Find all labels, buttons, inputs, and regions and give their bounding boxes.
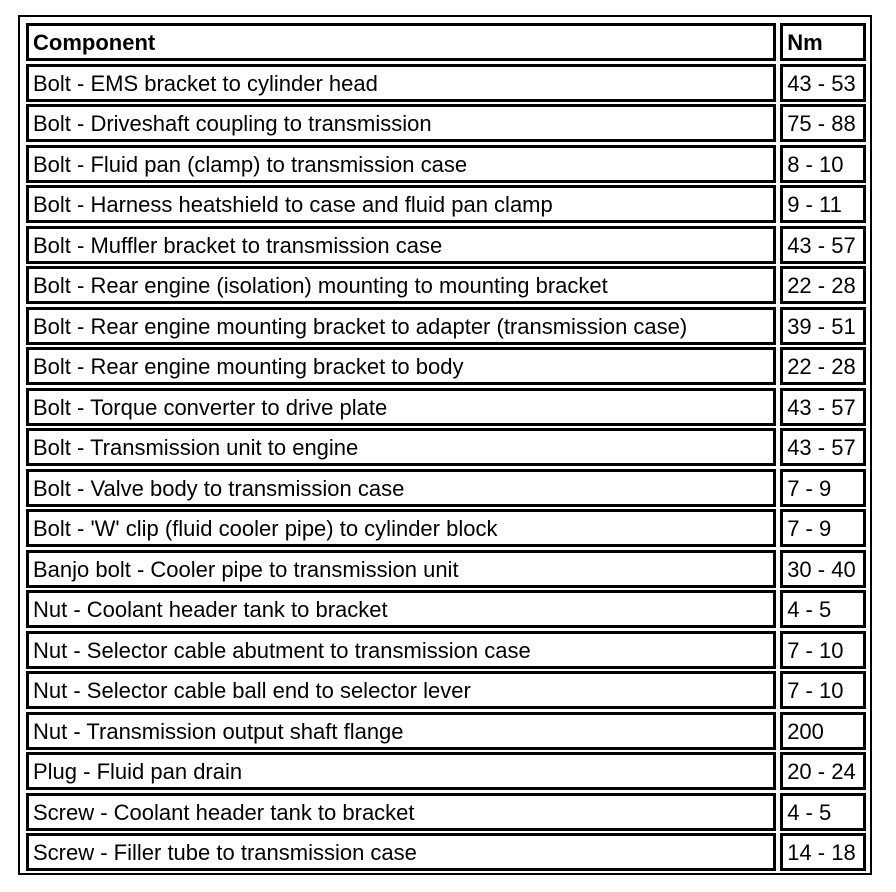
component-cell: Nut - Selector cable ball end to selector lever — [26, 671, 776, 709]
table-row — [26, 751, 866, 792]
component-cell: Bolt - Rear engine mounting bracket to body — [26, 347, 776, 385]
component-cell: Screw - Filler tube to transmission case — [26, 833, 776, 871]
table-row — [26, 103, 866, 144]
component-cell: Nut - Transmission output shaft flange — [26, 712, 776, 750]
table-row — [26, 670, 866, 711]
table-row — [26, 265, 866, 306]
nm-cell: 9 - 11 — [780, 185, 866, 223]
table-row — [26, 549, 866, 590]
nm-cell: 7 - 10 — [780, 631, 866, 669]
nm-cell: 43 - 57 — [780, 428, 866, 466]
table-row — [26, 184, 866, 225]
table-row — [26, 346, 866, 387]
component-cell: Bolt - EMS bracket to cylinder head — [26, 64, 776, 102]
table-row — [26, 468, 866, 509]
nm-cell: 14 - 18 — [780, 833, 866, 871]
nm-cell: 39 - 51 — [780, 307, 866, 345]
component-cell: Plug - Fluid pan drain — [26, 752, 776, 790]
nm-cell: 20 - 24 — [780, 752, 866, 790]
header-nm: Nm — [780, 23, 866, 61]
component-cell: Bolt - Rear engine mounting bracket to adapter (transmission case) — [26, 307, 776, 345]
component-cell: Bolt - 'W' clip (fluid cooler pipe) to cylinder block — [26, 509, 776, 547]
table-row — [26, 427, 866, 468]
table-row — [26, 387, 866, 428]
table-row — [26, 792, 866, 833]
nm-cell: 200 — [780, 712, 866, 750]
nm-cell: 43 - 57 — [780, 226, 866, 264]
table-row — [26, 508, 866, 549]
component-cell: Bolt - Muffler bracket to transmission case — [26, 226, 776, 264]
table-row — [26, 711, 866, 752]
table-row — [26, 63, 866, 104]
component-cell: Nut - Coolant header tank to bracket — [26, 590, 776, 628]
component-cell: Bolt - Valve body to transmission case — [26, 469, 776, 507]
component-cell: Bolt - Rear engine (isolation) mounting to mounting bracket — [26, 266, 776, 304]
nm-cell: 4 - 5 — [780, 590, 866, 628]
component-cell: Bolt - Driveshaft coupling to transmission — [26, 104, 776, 142]
nm-cell: 22 - 28 — [780, 347, 866, 385]
table-row — [26, 630, 866, 671]
nm-cell: 43 - 53 — [780, 64, 866, 102]
nm-cell: 43 - 57 — [780, 388, 866, 426]
table-row — [26, 589, 866, 630]
nm-cell: 7 - 10 — [780, 671, 866, 709]
nm-cell: 7 - 9 — [780, 469, 866, 507]
table-row — [26, 144, 866, 185]
component-cell: Bolt - Fluid pan (clamp) to transmission case — [26, 145, 776, 183]
nm-cell: 22 - 28 — [780, 266, 866, 304]
nm-cell: 4 - 5 — [780, 793, 866, 831]
table-header-row — [26, 22, 866, 63]
nm-cell: 75 - 88 — [780, 104, 866, 142]
table-row — [26, 225, 866, 266]
component-cell: Screw - Coolant header tank to bracket — [26, 793, 776, 831]
nm-cell: 30 - 40 — [780, 550, 866, 588]
table-row — [26, 832, 866, 873]
component-cell: Bolt - Harness heatshield to case and fluid pan clamp — [26, 185, 776, 223]
nm-cell: 7 - 9 — [780, 509, 866, 547]
table-row — [26, 306, 866, 347]
component-cell: Bolt - Transmission unit to engine — [26, 428, 776, 466]
component-cell: Nut - Selector cable abutment to transmission case — [26, 631, 776, 669]
component-cell: Banjo bolt - Cooler pipe to transmission unit — [26, 550, 776, 588]
torque-table — [18, 15, 872, 875]
header-component: Component — [26, 23, 776, 61]
component-cell: Bolt - Torque converter to drive plate — [26, 388, 776, 426]
nm-cell: 8 - 10 — [780, 145, 866, 183]
